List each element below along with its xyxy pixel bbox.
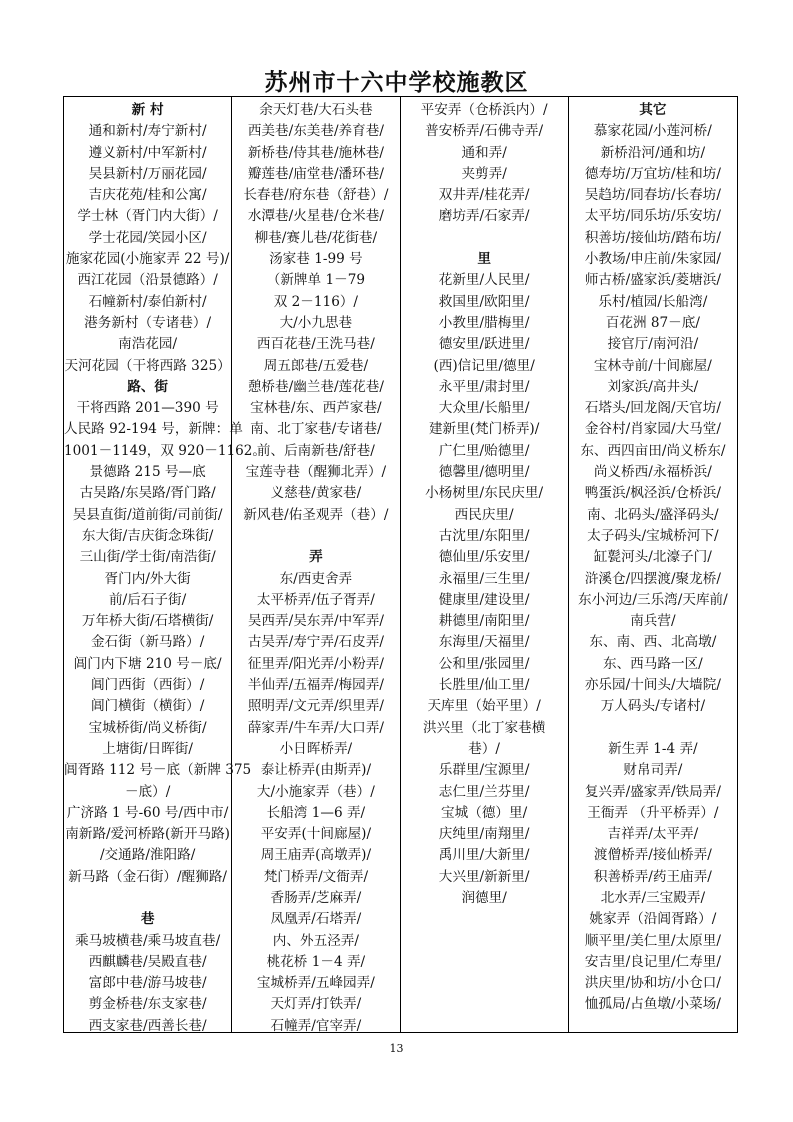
address-line: 大/小施家弄（巷）/ xyxy=(256,783,375,800)
address-line: 憩桥巷/幽兰巷/莲花巷/ xyxy=(247,378,384,395)
address-line: /交通路/淮阳路/ xyxy=(99,847,196,864)
address-line: 亦乐园/十间头/大墙院/ xyxy=(584,677,721,694)
address-line: 志仁里/兰芬里/ xyxy=(438,783,530,800)
address-line: 学士花园/笑园小区/ xyxy=(88,229,207,246)
address-line: 通和弄/ xyxy=(461,144,507,161)
address-line: 耕德里/南阳里/ xyxy=(438,613,530,630)
address-line: 半仙弄/五福弄/梅园弄/ xyxy=(247,677,384,694)
address-line: 南、北码头/盛泽码头/ xyxy=(587,506,719,523)
address-line: 乘马坡横巷/乘马坡直巷/ xyxy=(75,932,221,949)
address-line: 吴趋坊/同春坊/长春坊/ xyxy=(584,187,721,204)
address-line xyxy=(232,526,399,547)
address-line: 花新里/人民里/ xyxy=(438,272,530,289)
column-3 xyxy=(401,97,569,1032)
address-line: 宝城（德）里/ xyxy=(441,804,528,821)
address-line: 宝莲寺巷（醒狮北弄）/ xyxy=(245,464,387,481)
address-line: 东小河边/三乐湾/天库前/ xyxy=(578,591,728,608)
address-line: 接官厅/南河沿/ xyxy=(607,336,699,353)
address-line: 阊门西街（西街）/ xyxy=(90,677,205,694)
address-line: 洪兴里（北丁家巷横 xyxy=(422,719,546,736)
address-line: 阊门横街（横街）/ xyxy=(90,698,205,715)
column-1 xyxy=(64,97,267,1034)
address-line: 禹川里/大新里/ xyxy=(438,847,530,864)
address-line: 安吉里/良记里/仁寿里/ xyxy=(584,953,721,970)
address-line: 万年桥大街/石塔横街/ xyxy=(81,613,214,630)
address-line: 德馨里/德明里/ xyxy=(438,464,530,481)
address-line: 双井弄/桂花弄/ xyxy=(438,187,530,204)
address-line: 征里弄/阳光弄/小粉弄/ xyxy=(247,655,384,672)
column-2 xyxy=(232,97,400,1032)
address-line: 南浩花园/ xyxy=(118,336,178,353)
address-line: 大兴里/新新里/ xyxy=(438,868,530,885)
address-line: 吉祥弄/太平弄/ xyxy=(607,826,699,843)
address-line: 前/后石子街/ xyxy=(109,591,187,608)
address-line: 前、后南新巷/舒巷/ xyxy=(256,442,375,459)
page-title: 苏州市十六中学校施教区 xyxy=(264,70,529,96)
address-line: 古吴路/东吴路/胥门路/ xyxy=(79,485,216,502)
address-line: 瓣莲巷/庙堂巷/潘环巷/ xyxy=(247,165,384,182)
address-line: 东/西吏舍弄 xyxy=(279,570,353,587)
address-line: 胥门内/外大街 xyxy=(104,570,191,587)
address-line: 太平桥弄/伍子胥弄/ xyxy=(256,591,375,608)
address-line: 新桥沿河/通和坊/ xyxy=(600,144,706,161)
address-line: 永福里/三生里/ xyxy=(438,570,530,587)
address-line: 西百花巷/王洗马巷/ xyxy=(256,336,375,353)
address-line: 广仁里/贻德里/ xyxy=(438,442,530,459)
address-line: 金谷村/肖家园/大马堂/ xyxy=(584,421,721,438)
address-line: 泰让桥弄(由斯弄)/ xyxy=(260,762,372,779)
column-4 xyxy=(569,97,737,1032)
address-line: 吴县直街/道前街/司前街/ xyxy=(72,506,223,523)
address-line: 百花洲 87－底/ xyxy=(605,314,700,331)
address-line: 小日晖桥弄/ xyxy=(279,740,353,757)
address-line: 小教场/申庄前/朱家园/ xyxy=(584,251,721,268)
address-line: 阊胥路 112 号－底（新牌 375 xyxy=(64,762,252,779)
section-heading: 路、街 xyxy=(127,378,169,395)
address-line: 西江花园（沿景德路）/ xyxy=(77,272,218,289)
address-line: 西麒麟巷/吴殿直巷/ xyxy=(88,953,207,970)
address-line xyxy=(401,228,568,249)
address-line: 积善桥弄/药王庙弄/ xyxy=(593,868,712,885)
address-line: 古沈里/东阳里/ xyxy=(438,527,530,544)
address-line: 梵门桥弄/文衙弄/ xyxy=(263,868,369,885)
address-line: 南、北丁家巷/专诸巷/ xyxy=(250,421,382,438)
address-line: 上塘街/日晖街/ xyxy=(102,740,193,757)
address-line: 余天灯巷/大石头巷 xyxy=(259,102,373,118)
section-heading: 弄 xyxy=(309,549,323,566)
address-line: 古吴弄/寿宁弄/石皮弄/ xyxy=(247,634,384,651)
address-line: 吉庆花苑/桂和公寓/ xyxy=(88,187,207,204)
address-line: 香肠弄/芝麻弄/ xyxy=(270,889,362,906)
address-line: 财帛司弄/ xyxy=(623,762,683,779)
address-line: 宝林寺前/十间廊屋/ xyxy=(593,357,712,374)
section-heading: 里 xyxy=(477,251,491,268)
address-line: 公和里/张园里/ xyxy=(438,655,530,672)
address-line: 师古桥/盛家浜/菱塘浜/ xyxy=(584,272,721,289)
address-line: 王衙弄 （升平桥弄）/ xyxy=(587,804,719,821)
section-heading: 其它 xyxy=(639,102,667,118)
address-line: 天库里（始平里）/ xyxy=(427,698,541,715)
address-line: 天灯弄/打铁弄/ xyxy=(270,996,362,1013)
address-line: 北水弄/三宝殿弄/ xyxy=(600,889,706,906)
address-line: 德安里/跃进里/ xyxy=(438,336,530,353)
address-line: 石幢弄/官宰弄/ xyxy=(270,1017,362,1034)
address-line: 万人码头/专诸村/ xyxy=(600,698,706,715)
address-line: 顺平里/美仁里/太原里/ xyxy=(584,932,721,949)
address-line: 巷）/ xyxy=(468,740,501,757)
address-line: 港务新村（专诸巷）/ xyxy=(84,314,212,331)
address-line: 东海里/天福里/ xyxy=(438,634,530,651)
address-line: 新桥巷/侍其巷/施林巷/ xyxy=(247,144,384,161)
address-line: 人民路 92-194 号，新牌：单 xyxy=(64,421,243,438)
address-line: 东、南、西、北高墩/ xyxy=(589,634,717,651)
address-line: 天河花园（干将西路 325） xyxy=(64,357,231,374)
address-line: 水潭巷/火星巷/仓米巷/ xyxy=(247,208,384,225)
address-line: 积善坊/接仙坊/踏布坊/ xyxy=(584,229,721,246)
address-line: 润德里/ xyxy=(461,889,507,906)
address-line: 阊门内下塘 210 号－底/ xyxy=(73,655,222,672)
address-line: 大/小九思巷 xyxy=(279,314,353,331)
address-line: 恤孤局/占鱼墩/小菜场/ xyxy=(584,996,721,1013)
address-line: 干将西路 201—390 号 xyxy=(76,400,219,417)
address-line: 尚义桥西/永福桥浜/ xyxy=(593,464,712,481)
address-line: 义慈巷/黄家巷/ xyxy=(270,485,362,502)
address-line: 西支家巷/西善长巷/ xyxy=(88,1017,207,1034)
section-heading: 巷 xyxy=(140,911,155,928)
address-line: 学士林（胥门内大街）/ xyxy=(77,208,218,225)
address-line: 洪庆里/协和坊/小仓口/ xyxy=(584,975,721,992)
address-line: 刘家浜/高井头/ xyxy=(607,378,699,395)
address-line: 凤凰弄/石塔弄/ xyxy=(270,911,362,928)
address-line: 新马路（金石街）/醒狮路/ xyxy=(68,868,227,885)
address-line: 慕家花园/小莲河桥/ xyxy=(593,123,712,140)
address-line: 石塔头/回龙阁/天官坊/ xyxy=(584,400,721,417)
address-line: 平安弄（仓桥浜内）/ xyxy=(420,102,548,118)
address-line: 施家花园(小施家弄 22 号)/ xyxy=(65,251,230,268)
address-line: 德仙里/乐安里/ xyxy=(438,549,530,566)
address-line: 磨坊弄/石家弄/ xyxy=(438,208,530,225)
address-line: 健康里/建设里/ xyxy=(438,591,530,608)
address-line: 新风巷/佑圣观弄（巷）/ xyxy=(243,506,389,523)
address-line: 大众里/长船里/ xyxy=(438,400,530,417)
address-line: 普安桥弄/石佛寺弄/ xyxy=(425,123,544,140)
address-line: 小教里/腊梅里/ xyxy=(438,314,530,331)
address-line: 宝林巷/东、西芦家巷/ xyxy=(250,400,382,417)
address-line xyxy=(64,888,231,909)
address-line: 小杨树里/东民庆里/ xyxy=(425,485,544,502)
address-line: 鸭蛋浜/枫泾浜/仓桥浜/ xyxy=(584,485,721,502)
address-line: 吴县新村/万丽花园/ xyxy=(88,165,207,182)
address-line: 遵义新村/中军新村/ xyxy=(88,144,207,161)
address-line xyxy=(569,718,737,739)
address-line: 宝城桥弄/五峰园弄/ xyxy=(256,975,375,992)
address-line: 太子码头/宝城桥河下/ xyxy=(587,527,719,544)
address-line: 浒溪仓/四摆渡/聚龙桥/ xyxy=(584,570,721,587)
address-line: 景德路 215 号—底 xyxy=(89,464,206,481)
address-line: 吴西弄/吴东弄/中军弄/ xyxy=(247,613,384,630)
address-line: 薛家弄/牛车弄/大口弄/ xyxy=(247,719,384,736)
address-line: 长春巷/府东巷（舒巷）/ xyxy=(243,187,389,204)
address-line: －底）/ xyxy=(124,783,171,800)
address-line: 宝城桥街/尚义桥街/ xyxy=(88,719,207,736)
address-line: 夹剪弄/ xyxy=(461,165,507,182)
address-line: 长船湾 1—6 弄/ xyxy=(266,804,366,821)
address-line: 石幢新村/泰伯新村/ xyxy=(88,293,207,310)
address-line: 南兵营/ xyxy=(630,613,676,630)
address-line: 1001－1149，双 920－1162。 xyxy=(64,442,267,459)
address-line: 南新路/爱河桥路(新开马路) xyxy=(65,826,230,843)
address-line: 柳巷/赛儿巷/花街巷/ xyxy=(254,229,378,246)
address-line: 渡僧桥弄/接仙桥弄/ xyxy=(593,847,712,864)
address-line: 广济路 1 号-60 号/西中市/ xyxy=(66,804,229,821)
section-heading: 新 村 xyxy=(131,102,164,118)
address-line: 平安弄(十间廊屋)/ xyxy=(260,826,372,843)
address-line: 桃花桥 1－4 弄/ xyxy=(266,953,366,970)
address-line: 西民庆里/ xyxy=(454,506,514,523)
address-line: 汤家巷 1-99 号 xyxy=(269,251,363,268)
address-line: 缸甏河头/北濠子门/ xyxy=(593,549,712,566)
address-line: 周王庙弄(高墩弄)/ xyxy=(260,847,372,864)
address-line: 救国里/欧阳里/ xyxy=(438,293,530,310)
address-line: 周五郎巷/五爱巷/ xyxy=(263,357,369,374)
address-line: 姚家弄（沿阊胥路）/ xyxy=(589,911,717,928)
address-line: 乐村/植园/长船湾/ xyxy=(598,293,708,310)
address-line: 三山街/学士街/南浩街/ xyxy=(79,549,216,566)
address-line: (西)信记里/德里/ xyxy=(433,357,535,374)
address-line: 内、外五泾弄/ xyxy=(272,932,359,949)
address-line: 通和新村/寿宁新村/ xyxy=(88,123,207,140)
address-line: 长胜里/仙工里/ xyxy=(438,677,530,694)
address-line: 双 2－116）/ xyxy=(273,293,359,310)
address-line: 建新里(梵门桥弄)/ xyxy=(428,421,540,438)
page-number: 13 xyxy=(389,1042,404,1055)
address-line: 永平里/肃封里/ xyxy=(438,378,530,395)
address-line: 西美巷/东美巷/养育巷/ xyxy=(247,123,384,140)
address-line: 德寿坊/万宜坊/桂和坊/ xyxy=(584,165,721,182)
address-line: 新生弄 1-4 弄/ xyxy=(608,740,698,757)
address-line: 太平坊/同乐坊/乐安坊/ xyxy=(584,208,721,225)
address-line: 东、西四亩田/尚义桥东/ xyxy=(580,442,726,459)
address-line: 剪金桥巷/东支家巷/ xyxy=(88,996,207,1013)
address-line: 庆纯里/南翔里/ xyxy=(438,826,530,843)
address-line: 照明弄/文元弄/织里弄/ xyxy=(247,698,384,715)
address-line: 金石街（新马路）/ xyxy=(90,634,205,651)
district-table xyxy=(63,96,738,1033)
address-line: 东、西马路一区/ xyxy=(603,655,703,672)
address-line: 乐群里/宝源里/ xyxy=(438,762,530,779)
address-line: 东大街/吉庆街念珠街/ xyxy=(81,527,214,544)
address-line: 富郎中巷/游马坡巷/ xyxy=(88,975,207,992)
address-line: （新牌单 1－79 xyxy=(266,272,365,289)
address-line: 复兴弄/盛家弄/铁局弄/ xyxy=(584,783,721,800)
